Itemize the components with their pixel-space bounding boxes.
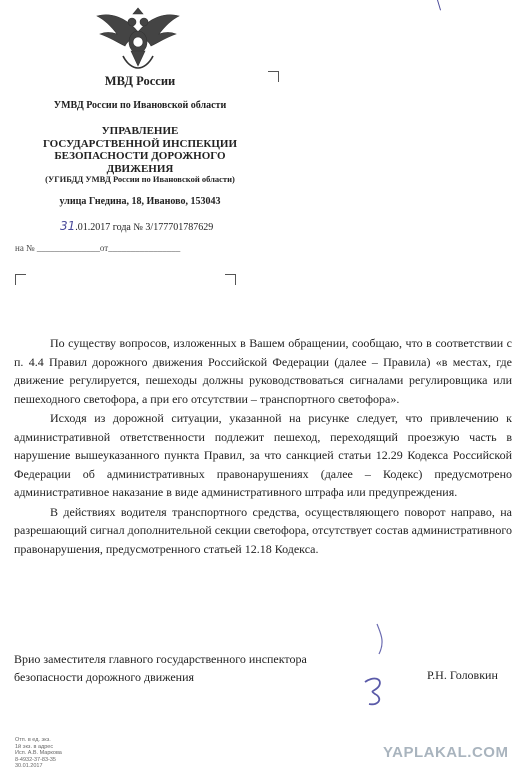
department-line: ДВИЖЕНИЯ [106, 162, 174, 175]
top-pen-mark: \ [437, 0, 442, 12]
body-paragraph: Исходя из дорожной ситуации, указанной на рисунке следует, что привлечению к административной ответственности подлежит пешеход, переходящий проезжую часть в нарушение вышеуказанного пункта Правил, за что санкцией статьи 12.29 Кодекса Российской Федерации об административных правонарушениях (далее – Кодекс) предусмотрено административное наказание в виде административного штрафа или предупреждения. [14, 411, 512, 499]
signatory-title [14, 650, 307, 686]
handwritten-signature [355, 620, 405, 710]
regional-office: УМВД России по Ивановской области [53, 100, 227, 111]
corner-bracket-left [15, 274, 26, 285]
department-line: ГОСУДАРСТВЕННОЙ ИНСПЕКЦИИ [42, 137, 238, 150]
ministry-title: МВД России [104, 74, 176, 88]
site-watermark: YAPLAKAL.COM [383, 744, 509, 761]
executor-line: 8-4932-37-83-35 [15, 756, 56, 763]
corner-bracket-right [225, 274, 236, 285]
signatory-title-line: Врио заместителя главного государственного инспектора [14, 652, 307, 666]
mvd-eagle-emblem [93, 6, 183, 72]
department-line: БЕЗОПАСНОСТИ ДОРОЖНОГО [54, 150, 226, 162]
corner-bracket-right-top [268, 71, 279, 82]
signatory-title-line: безопасности дорожного движения [14, 670, 195, 684]
department-line: УПРАВЛЕНИЕ [101, 125, 179, 137]
body-paragraph: По существу вопросов, изложенных в Вашем обращении, сообщаю, что в соответствии с п. 4.4 Правил дорожного движения Российской Федерации (далее – Правила) «в местах, где движение регулируется, пешеходы должны руководствоваться сигналами регулировщика или пешеходного светофора, а при его отсутствии – транспортного светофора». [14, 336, 512, 406]
signatory-name: Р.Н. Головкин [427, 668, 498, 682]
executor-line: Исп. А.В. Маркова [15, 750, 62, 756]
letter-body [14, 334, 512, 558]
department-name [10, 125, 270, 175]
executor-info [15, 737, 62, 770]
printed-date-number: .01.2017 года № 3/177701787629 [75, 222, 214, 233]
executor-line: 1й экз. в адрес [15, 743, 54, 750]
executor-line: 30.01.2017 [15, 763, 43, 769]
office-address: улица Гнедина, 18, Иваново, 153043 [59, 196, 221, 207]
body-paragraph: В действиях водителя транспортного средства, осуществляющего поворот направо, на разрешающий сигнал дополнительной секции светофора, отсутствует состав административного правонарушения, предусмотренного статьей 12.18 Кодекса. [14, 504, 512, 556]
department-abbreviation: (УГИБДД УМВД России по Ивановской области) [45, 174, 235, 184]
executor-line: Отп. в ед. экз. [15, 737, 51, 743]
reference-line: на № ______________от________________ [15, 243, 181, 253]
handwritten-day: 31 [60, 219, 76, 233]
letter-date-number [60, 219, 213, 233]
